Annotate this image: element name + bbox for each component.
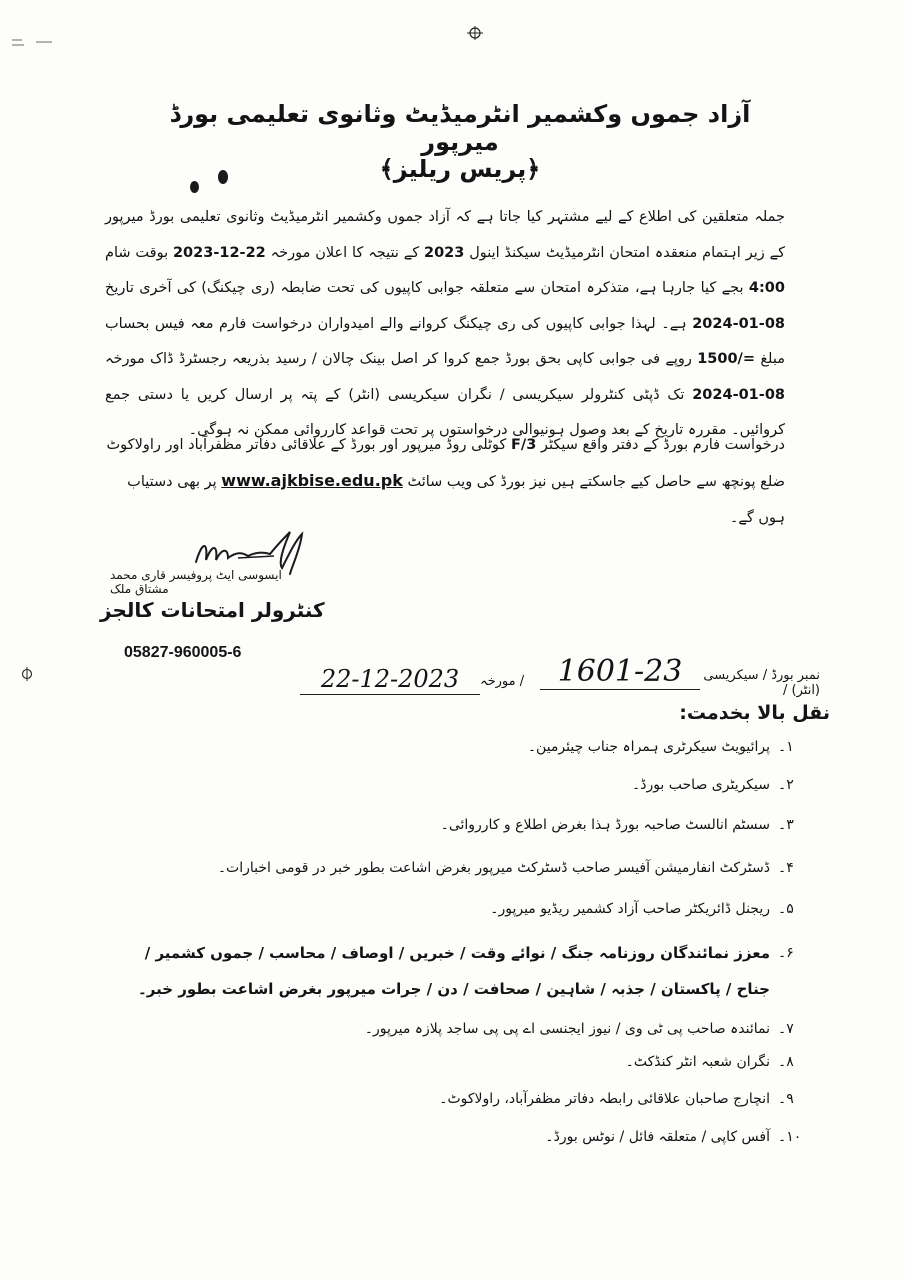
result-date: 22-12-2023 <box>172 244 266 261</box>
copy-to-heading: نقل بالا بخدمت: <box>679 702 830 724</box>
deadline-date: 08-01-2024 <box>692 386 785 403</box>
press-release-title: ﴿پریس ریلیز﴾ <box>379 155 541 183</box>
reference-dated-label: / مورخہ <box>480 674 525 689</box>
website-link[interactable]: www.ajkbise.edu.pk <box>221 471 403 490</box>
last-date: 08-01-2024 <box>692 315 785 332</box>
body-paragraph-2: درخواست فارم بورڈ کے دفتر واقع سیکٹر F/3 کوٹلی روڈ میرپور اور بورڈ کے علاقائی دفاتر مظفرآباد اور راولاکوٹ ضلع پونچھ سے حاصل کیے جاسکتے ہیں نیز بورڈ کی ویب سائٹ www.ajkbise.edu.pk پر بھی دستیاب ہوں گے۔ <box>106 437 785 526</box>
org-title: آزاد جموں وکشمیر انٹرمیڈیٹ وثانوی تعلیمی بورڈ میرپور <box>169 100 751 156</box>
ink-spot <box>218 170 228 184</box>
ink-spot <box>190 181 199 193</box>
reference-number: 1601-23 <box>540 655 700 690</box>
fee-amount: =/1500 <box>697 351 755 367</box>
body-paragraph-1: جملہ متعلقین کی اطلاع کے لیے مشتہر کیا جاتا ہے کہ آزاد جموں وکشمیر انٹرمیڈیٹ وثانوی تعلیمی بورڈ میرپور کے زیر اہتمام منعقدہ امتحان انٹرمیڈیٹ سیکنڈ اینول 2023 کے نتیجہ کا اعلان مورخہ 22-12-2023 بوقت شام 4:00 بجے کیا جارہا ہے، متذکرہ امتحان سے متعلقہ جوابی کاپیوں کی تحت ضابطہ (ری چیکنگ) کی آخری تاریخ 08-01-2024 ہے۔ لہذا جوابی کاپیوں کی ری چیکنگ کروانے والے امیدواران درخواست فارم معہ فیس بحساب مبلغ =/1500 روپے فی جوابی کاپی بحق بورڈ جمع کروا کر اصل بینک چالان / رسید بذریعہ رجسٹرڈ ڈاک مورخہ 08-01-2024 تک ڈپٹی کنٹرولر سیکریسی / نگران سیکریسی (انٹر) کے پتہ پر ارسال کریں یا دستی جمع کروائیں۔ مقررہ تاریخ کے بعد وصول ہونیوالی درخواستوں پر تحت قواعد کارروائی ممکن نہ ہوگی۔ <box>105 209 785 438</box>
signer-name: ایسوسی ایٹ پروفیسر قاری محمد مشتاق ملک <box>110 568 282 596</box>
exam-year: 2023 <box>424 244 465 261</box>
scan-mark-icon <box>10 36 54 50</box>
reference-label: نمبر بورڈ / سیکریسی (انٹر) / <box>703 668 820 698</box>
signer-title: کنٹرولر امتحانات کالجز <box>100 598 325 622</box>
sector-code: F/3 <box>511 437 537 453</box>
crosshair-icon <box>467 25 483 41</box>
crosshair-icon <box>20 667 34 681</box>
document-page: آزاد جموں وکشمیر انٹرمیڈیٹ وثانوی تعلیمی بورڈ میرپور ﴿پریس ریلیز﴾ جملہ متعلقین کی اطلاع کے لیے مشتہر کیا جاتا ہے کہ آزاد جموں وکشمیر انٹرمیڈیٹ وثانوی تعلیمی بورڈ میرپور کے زیر اہتمام منعقدہ امتحان انٹرمیڈیٹ سیکنڈ اینول 2023 کے نتیجہ کا اعلان مورخہ 22-12-2023 بوقت شام 4:00 بجے کیا جارہا ہے، متذکرہ امتحان سے متعلقہ جوابی کاپیوں کی تحت ضابطہ (ری چیکنگ) کی آخری تاریخ 08-01-2024 ہے۔ لہذا جوابی کاپیوں کی ری چیکنگ کروانے والے امیدواران درخواست فارم معہ فیس بحساب مبلغ =/1500 روپے فی جوابی کاپی بحق بورڈ جمع کروا کر اصل بینک چالان / رسید بذریعہ رجسٹرڈ ڈاک مورخہ 08-01-2024 تک ڈپٹی کنٹرولر سیکریسی / نگران سیکریسی (انٹر) کے پتہ پر ارسال کریں یا دستی جمع کروائیں۔ مقررہ تاریخ کے بعد وصول ہونیوالی درخواستوں پر تحت قواعد کارروائی ممکن نہ ہوگی۔ درخواست فارم بورڈ کے دفتر واقع سیکٹر F/3 کوٹلی روڈ میرپور اور بورڈ کے علاقائی دفاتر مظفرآباد اور راولاکوٹ ضلع پونچھ سے حاصل کیے جاسکتے ہیں نیز بورڈ کی ویب سائٹ www.ajkbise.edu.pk پر بھی دستیاب ہوں گے۔ ایسوسی ایٹ پروفیسر قاری محمد مشتاق ملک کنٹرولر امتحانات کالجز 05827-960005-6 نمبر بورڈ / سیکریسی (انٹر) / 1601-23 / مورخہ 22-12-2023 نقل بالا بخدمت: ۱۔ پرائیویٹ سیکرٹری ہمراہ جناب چیئرمین۔ ۲۔ سیکریٹری صاحب بورڈ۔ ۳۔ سسٹم انالسٹ صاحبہ بورڈ ہذا بغرض اطلاع و کارروائی۔ ۴۔ ڈسٹرکٹ انفارمیشن آفیسر صاحب ڈسٹرکٹ میرپور بغرض اشاعت بطور خبر در قومی اخبارات۔ ۵۔ ریجنل ڈائریکٹر صاحب آزاد کشمیر ریڈیو میرپور۔ ۶۔ معزز نمائندگان روزنامہ جنگ / نوائے وقت / خبریں / اوصاف / محاسب / جموں کشمیر / جناح / پاکستان / جذبہ / شاہین / صحافت / دن / جرات میرپور بغرض اشاعت بطور خبر۔ ۷۔ نمائندہ صاحب پی ٹی وی / نیوز ایجنسی اے پی پی ساجد پلازہ میرپور۔ ۸۔ نگران شعبہ انٹر کنڈکٹ۔ ۹۔ انچارج صاحبان علاقائی رابطہ دفاتر مظفرآباد، راولاکوٹ۔ ۱۰۔ آفس کاپی / متعلقہ فائل / نوٹس بورڈ۔ <box>0 0 905 1280</box>
phone-number: 05827-960005-6 <box>124 644 242 661</box>
reference-date: 22-12-2023 <box>300 664 480 695</box>
result-time: 4:00 <box>748 280 785 296</box>
